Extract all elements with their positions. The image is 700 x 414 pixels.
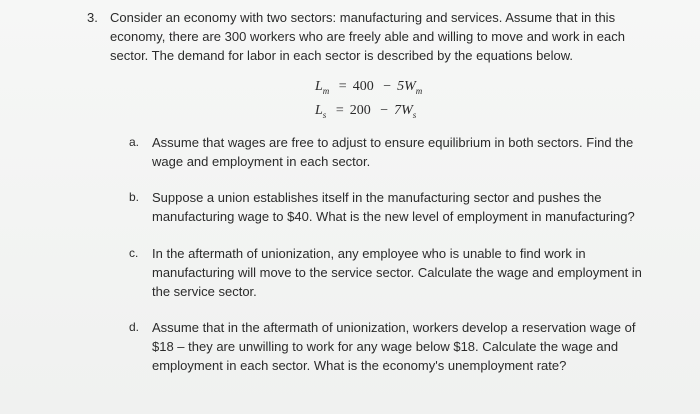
part-line: Assume that in the aftermath of unionization, workers develop a reservation wage of (152, 320, 636, 335)
part-line: In the aftermath of unionization, any employee who is unable to find work in (152, 246, 586, 261)
part-text (152, 133, 672, 171)
intro-line: sector. The demand for labor in each sector is described by the equations below. (110, 48, 573, 63)
eq-lhs-sub: s (322, 109, 327, 120)
question-number: 3. (87, 10, 98, 25)
equation-manufacturing (315, 77, 422, 101)
eq-minus: − (383, 79, 392, 94)
part-text (152, 244, 672, 301)
part-text (152, 188, 672, 226)
eq-constant: 400 (352, 79, 374, 94)
part-line: Suppose a union establishes itself in the manufacturing sector and pushes the (152, 190, 602, 205)
eq-var-sub: m (415, 85, 423, 96)
part-line: Assume that wages are free to adjust to ensure equilibrium in both sectors. Find the (152, 135, 634, 150)
eq-lhs-sub: m (322, 85, 330, 96)
labor-demand-equations (315, 77, 422, 125)
part-label: b. (129, 190, 140, 204)
eq-lhs: L (315, 102, 323, 118)
part-label: d. (129, 320, 140, 334)
part-label: c. (129, 246, 139, 260)
part-line: employment in each sector. What is the economy's unemployment rate? (152, 358, 567, 373)
eq-sign: = (338, 79, 347, 94)
intro-line: Consider an economy with two sectors: manufacturing and services. Assume that in this (110, 10, 616, 25)
equation-services (315, 101, 422, 125)
intro-line: economy, there are 300 workers who are freely able and willing to move and work in each (110, 29, 625, 44)
part-label: a. (129, 135, 140, 149)
part-line: the service sector. (152, 284, 257, 299)
eq-var-sub: s (412, 109, 417, 120)
eq-coef: 5W (397, 79, 416, 94)
eq-constant: 200 (349, 102, 371, 118)
eq-lhs: L (315, 79, 323, 94)
part-line: manufacturing will move to the service sector. Calculate the wage and employment in (152, 265, 642, 280)
eq-sign: = (335, 102, 344, 118)
part-line: manufacturing wage to $40. What is the new level of employment in manufacturing? (152, 209, 635, 224)
part-text (152, 318, 672, 375)
part-line: wage and employment in each sector. (152, 154, 371, 169)
eq-coef: 7W (394, 102, 413, 118)
question-intro (110, 8, 650, 65)
part-line: $18 – they are unwilling to work for any wage below $18. Calculate the wage and (152, 339, 619, 354)
eq-minus: − (380, 102, 389, 118)
